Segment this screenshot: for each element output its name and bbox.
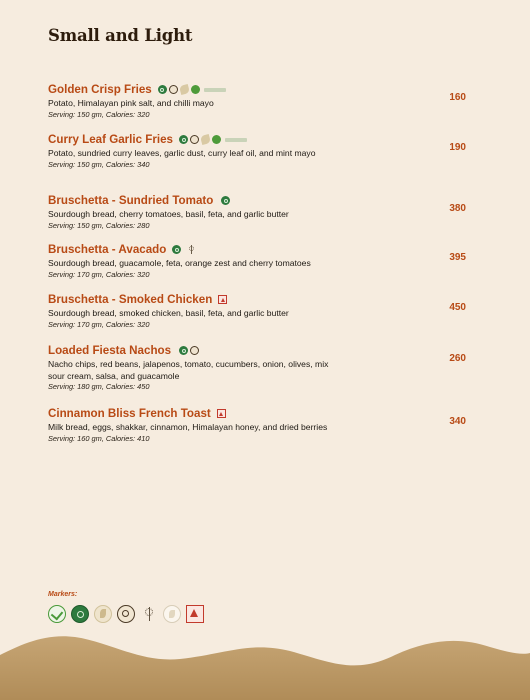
markers-legend	[48, 605, 204, 623]
item-serving: Serving: 170 gm, Calories: 320	[48, 319, 150, 329]
menu-item	[48, 132, 478, 193]
item-serving: Serving: 150 gm, Calories: 340	[48, 159, 150, 169]
item-description: Sourdough bread, cherry tomatoes, basil, feta, and garlic butter	[48, 209, 289, 219]
menu-item	[48, 82, 478, 132]
item-price: 160	[449, 92, 466, 103]
ring-icon	[190, 135, 199, 144]
small-label-icon	[225, 138, 247, 142]
item-price: 450	[449, 302, 466, 313]
item-price: 395	[449, 252, 466, 263]
ring-icon	[169, 85, 178, 94]
item-description: Milk bread, eggs, shakkar, cinnamon, Himalayan honey, and dried berries	[48, 422, 328, 432]
item-description: Potato, sundried curry leaves, garlic dust, curry leaf oil, and mint mayo	[48, 148, 316, 158]
item-price: 260	[449, 353, 466, 364]
item-name: Curry Leaf Garlic Fries	[48, 133, 174, 146]
item-price: 380	[449, 203, 466, 214]
item-name: Cinnamon Bliss French Toast	[48, 407, 211, 420]
green-leaf-icon	[191, 85, 200, 94]
wheat-icon	[187, 245, 196, 254]
item-description: Sourdough bread, guacamole, feta, orange zest and cherry tomatoes	[48, 258, 311, 268]
item-price: 340	[449, 416, 466, 427]
green-leaf-icon	[212, 135, 221, 144]
item-description: Nacho chips, red beans, jalapenos, tomato, cucumbers, onion, olives, mix sour cream, salsa, and guacamole	[48, 359, 329, 381]
item-price: 190	[449, 142, 466, 153]
menu-item	[48, 343, 478, 406]
green-dot-icon	[221, 196, 230, 205]
non-veg-icon	[186, 605, 204, 623]
menu-list	[48, 82, 478, 446]
pale-leaf-icon	[179, 84, 190, 95]
item-serving: Serving: 180 gm, Calories: 450	[48, 382, 150, 391]
green-dot-icon	[172, 245, 181, 254]
item-serving: Serving: 150 gm, Calories: 280	[48, 220, 150, 230]
menu-item	[48, 242, 478, 292]
menu-item	[48, 292, 478, 343]
green-dot-icon	[179, 135, 188, 144]
pale-leaf-icon	[200, 134, 211, 145]
item-serving: Serving: 150 gm, Calories: 320	[48, 109, 150, 119]
vegan-icon	[48, 605, 66, 623]
green-dot-icon	[179, 346, 188, 355]
page-title: Small and Light	[48, 26, 193, 45]
item-name: Bruschetta - Avacado	[48, 243, 167, 256]
non-veg-icon	[217, 409, 226, 418]
white-leaf-icon	[163, 605, 181, 623]
menu-item	[48, 406, 478, 446]
green-dot-icon	[71, 605, 89, 623]
item-description: Potato, Himalayan pink salt, and chilli mayo	[48, 98, 214, 108]
item-name: Loaded Fiesta Nachos	[48, 344, 172, 357]
item-name: Bruschetta - Sundried Tomato	[48, 194, 214, 207]
item-description: Sourdough bread, smoked chicken, basil, feta, and garlic butter	[48, 308, 289, 318]
item-name: Bruschetta - Smoked Chicken	[48, 293, 213, 306]
hills-decoration	[0, 625, 530, 700]
green-dot-icon	[158, 85, 167, 94]
ring-icon	[117, 605, 135, 623]
item-name: Golden Crisp Fries	[48, 83, 152, 96]
wheat-icon	[140, 605, 158, 623]
markers-label: Markers:	[48, 591, 78, 598]
item-serving: Serving: 170 gm, Calories: 320	[48, 269, 150, 279]
item-serving: Serving: 160 gm, Calories: 410	[48, 433, 150, 443]
pale-leaf-icon	[94, 605, 112, 623]
menu-item	[48, 193, 478, 242]
ring-icon	[190, 346, 199, 355]
small-label-icon	[204, 88, 226, 92]
non-veg-icon	[218, 295, 227, 304]
